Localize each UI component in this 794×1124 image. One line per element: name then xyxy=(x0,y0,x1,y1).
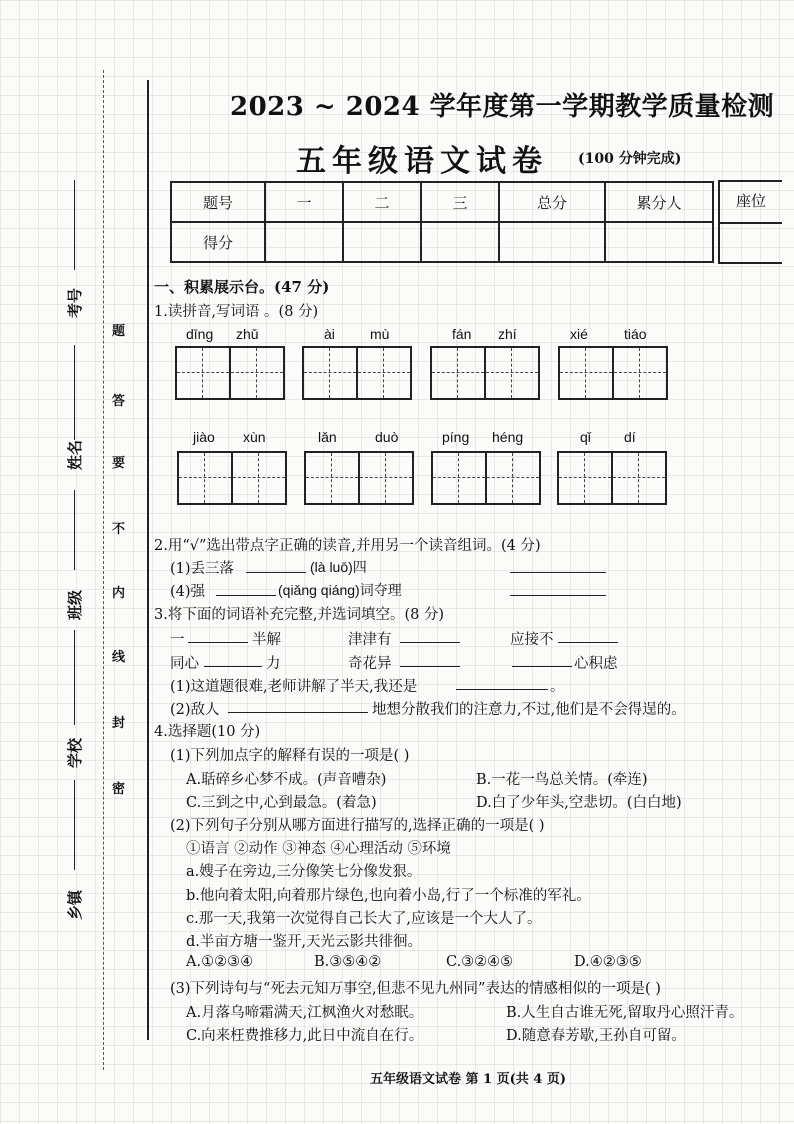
q4-2-choice-c[interactable]: C.③②④⑤ xyxy=(446,954,514,970)
idiom-blank[interactable] xyxy=(400,666,460,667)
pinyin: lǎn xyxy=(318,429,337,445)
section-title: 一、积累展示台。(47 分) xyxy=(154,278,330,296)
pinyin: xié xyxy=(570,326,588,342)
writing-box[interactable] xyxy=(431,451,541,505)
q2-item-1-word-blank[interactable] xyxy=(510,572,606,573)
pinyin: xùn xyxy=(243,429,266,445)
writing-box[interactable] xyxy=(304,451,414,505)
fill-blank[interactable] xyxy=(228,712,368,713)
score-header-cell: 二 xyxy=(343,182,421,222)
score-header-cell: 三 xyxy=(421,182,499,222)
writing-box[interactable] xyxy=(302,346,412,400)
label-class: 班级 xyxy=(66,589,84,620)
fill-blank[interactable] xyxy=(456,689,548,690)
seal-char: 密 xyxy=(112,782,126,797)
score-header-cell: 累分人 xyxy=(605,182,713,222)
score-input-cell[interactable] xyxy=(343,222,421,262)
seal-char: 答 xyxy=(112,394,126,409)
idiom-part: 奇花异 xyxy=(348,656,392,672)
writing-box[interactable] xyxy=(177,451,287,505)
seal-char: 线 xyxy=(112,650,126,665)
score-table xyxy=(170,181,714,263)
idiom-blank[interactable] xyxy=(188,642,248,643)
score-header-cell: 总分 xyxy=(499,182,605,222)
q4-sub-1: (1)下列加点字的解释有误的一项是( ) xyxy=(170,748,410,764)
pinyin: tiáo xyxy=(624,326,647,342)
writing-box[interactable] xyxy=(430,346,540,400)
seal-char: 要 xyxy=(112,456,126,471)
score-input-cell[interactable] xyxy=(499,222,605,262)
idiom-blank[interactable] xyxy=(512,666,572,667)
label-name: 姓名 xyxy=(66,439,84,470)
fill-sentence-2-start: (2)敌人 xyxy=(170,702,220,718)
q4-2-sentence-a: a.嫂子在旁边,三分像笑七分像发狠。 xyxy=(186,864,422,880)
exam-period-title: 2023 ~ 2024 学年度第一学期教学质量检测 xyxy=(230,92,775,122)
idiom-part: 半解 xyxy=(252,632,281,648)
q4-2-aspects: ①语言 ②动作 ③神态 ④心理活动 ⑤环境 xyxy=(186,841,451,857)
q2-item-2-blank[interactable] xyxy=(216,595,276,596)
q2-item-2-prefix: (4)强 xyxy=(170,584,206,600)
seal-char: 题 xyxy=(112,324,126,339)
school-blank[interactable] xyxy=(74,630,75,725)
label-exam-number: 考号 xyxy=(66,287,84,318)
q4-2-sentence-d: d.半亩方塘一鉴开,天光云影共徘徊。 xyxy=(186,934,422,950)
seat-box[interactable] xyxy=(718,180,782,264)
question-1-title: 1.读拼音,写词语 。(8 分) xyxy=(154,304,319,320)
page-footer: 五年级语文试卷 第 1 页(共 4 页) xyxy=(370,1072,567,1087)
score-row-label: 得分 xyxy=(171,222,265,262)
q4-sub-2: (2)下列句子分别从哪方面进行描写的,选择正确的一项是( ) xyxy=(170,818,545,834)
pinyin: zhí xyxy=(498,326,517,342)
pinyin: héng xyxy=(492,429,524,445)
score-input-cell[interactable] xyxy=(605,222,713,262)
q4-1-option-a[interactable]: A.聒碎乡心梦不成。(声音嘈杂) xyxy=(186,772,387,788)
pinyin: píng xyxy=(442,429,470,445)
seal-char: 不 xyxy=(112,522,126,537)
seat-label: 座位 xyxy=(720,182,782,224)
q4-2-sentence-b: b.他向着太阳,向着那片绿色,也向着小岛,行了一个标准的军礼。 xyxy=(186,888,591,904)
idiom-blank[interactable] xyxy=(204,666,262,667)
pinyin: fán xyxy=(452,326,472,342)
class-blank[interactable] xyxy=(74,490,75,570)
score-header-cell: 题号 xyxy=(171,182,265,222)
seal-char: 封 xyxy=(112,716,126,731)
idiom-part: 同心 xyxy=(170,656,199,672)
idiom-blank[interactable] xyxy=(558,642,618,643)
idiom-part: 应接不 xyxy=(510,632,554,648)
fill-sentence-2-end: 地想分散我们的注意力,不过,他们是不会得逞的。 xyxy=(372,702,686,718)
pinyin: jiào xyxy=(193,429,215,445)
q4-3-option-b[interactable]: B.人生自古谁无死,留取丹心照汗青。 xyxy=(506,1005,744,1021)
pinyin: zhǔ xyxy=(236,326,259,342)
question-2-title: 2.用“√”选出带点字正确的读音,并用另一个读音组词。(4 分) xyxy=(154,538,541,554)
writing-box[interactable] xyxy=(558,346,668,400)
writing-box[interactable] xyxy=(175,346,285,400)
q2-item-1-blank[interactable] xyxy=(246,572,306,573)
q4-2-choice-b[interactable]: B.③⑤④② xyxy=(314,954,382,970)
q4-1-option-c[interactable]: C.三到之中,心到最急。(着急) xyxy=(186,795,377,811)
pinyin: dīng xyxy=(186,326,214,342)
question-4-title: 4.选择题(10 分) xyxy=(154,724,261,740)
idiom-blank[interactable] xyxy=(400,642,460,643)
q2-item-2-choices: (qiǎng qiáng)词夺理 xyxy=(278,582,402,598)
town-blank[interactable] xyxy=(74,780,75,870)
writing-box[interactable] xyxy=(557,451,667,505)
fill-sentence-1: (1)这道题很难,老师讲解了半天,我还是 xyxy=(170,679,418,695)
exam-title: 五年级语文试卷 xyxy=(296,144,548,179)
idiom-part: 一 xyxy=(170,632,185,648)
question-3-title: 3.将下面的词语补充完整,并选词填空。(8 分) xyxy=(154,607,445,623)
q4-2-choice-a[interactable]: A.①②③④ xyxy=(186,954,254,970)
exam-number-blank[interactable] xyxy=(74,180,75,270)
seal-char: 内 xyxy=(112,586,126,601)
q4-3-option-c[interactable]: C.向来枉费推移力,此日中流自在行。 xyxy=(186,1028,424,1044)
duration-note: (100 分钟完成) xyxy=(578,151,682,167)
idiom-part: 力 xyxy=(266,656,281,672)
q4-1-option-d[interactable]: D.白了少年头,空悲切。(白白地) xyxy=(476,795,682,811)
pinyin: dí xyxy=(624,429,636,445)
q4-1-option-b[interactable]: B.一花一鸟总关情。(牵连) xyxy=(476,772,648,788)
idiom-part: 心积虑 xyxy=(574,656,618,672)
label-town: 乡镇 xyxy=(66,889,84,920)
binding-solid-line xyxy=(147,80,149,1040)
q2-item-2-word-blank[interactable] xyxy=(510,595,606,596)
q4-sub-3: (3)下列诗句与“死去元知万事空,但悲不见九州同”表达的情感相似的一项是( ) xyxy=(170,981,661,997)
score-header-cell: 一 xyxy=(265,182,343,222)
q4-3-option-d[interactable]: D.随意春芳歇,王孙自可留。 xyxy=(506,1028,686,1044)
binding-dashed-line xyxy=(103,70,105,1070)
pinyin: mù xyxy=(370,326,390,342)
label-school: 学校 xyxy=(66,737,84,768)
pinyin: qǐ xyxy=(580,429,591,445)
idiom-part: 津津有 xyxy=(348,632,392,648)
q4-3-option-a[interactable]: A.月落乌啼霜满天,江枫渔火对愁眠。 xyxy=(186,1005,424,1021)
q4-2-sentence-c: c.那一天,我第一次觉得自己长大了,应该是一个大人了。 xyxy=(186,911,542,927)
fill-sentence-1-end: 。 xyxy=(550,679,565,695)
name-blank[interactable] xyxy=(74,345,75,440)
score-input-cell[interactable] xyxy=(421,222,499,262)
q2-item-1-choices: (là luō)四 xyxy=(310,559,367,575)
score-input-cell[interactable] xyxy=(265,222,343,262)
q4-2-choice-d[interactable]: D.④②③⑤ xyxy=(574,954,642,970)
q2-item-1-prefix: (1)丢三落 xyxy=(170,561,235,577)
pinyin: duò xyxy=(375,429,399,445)
pinyin: ài xyxy=(324,326,335,342)
